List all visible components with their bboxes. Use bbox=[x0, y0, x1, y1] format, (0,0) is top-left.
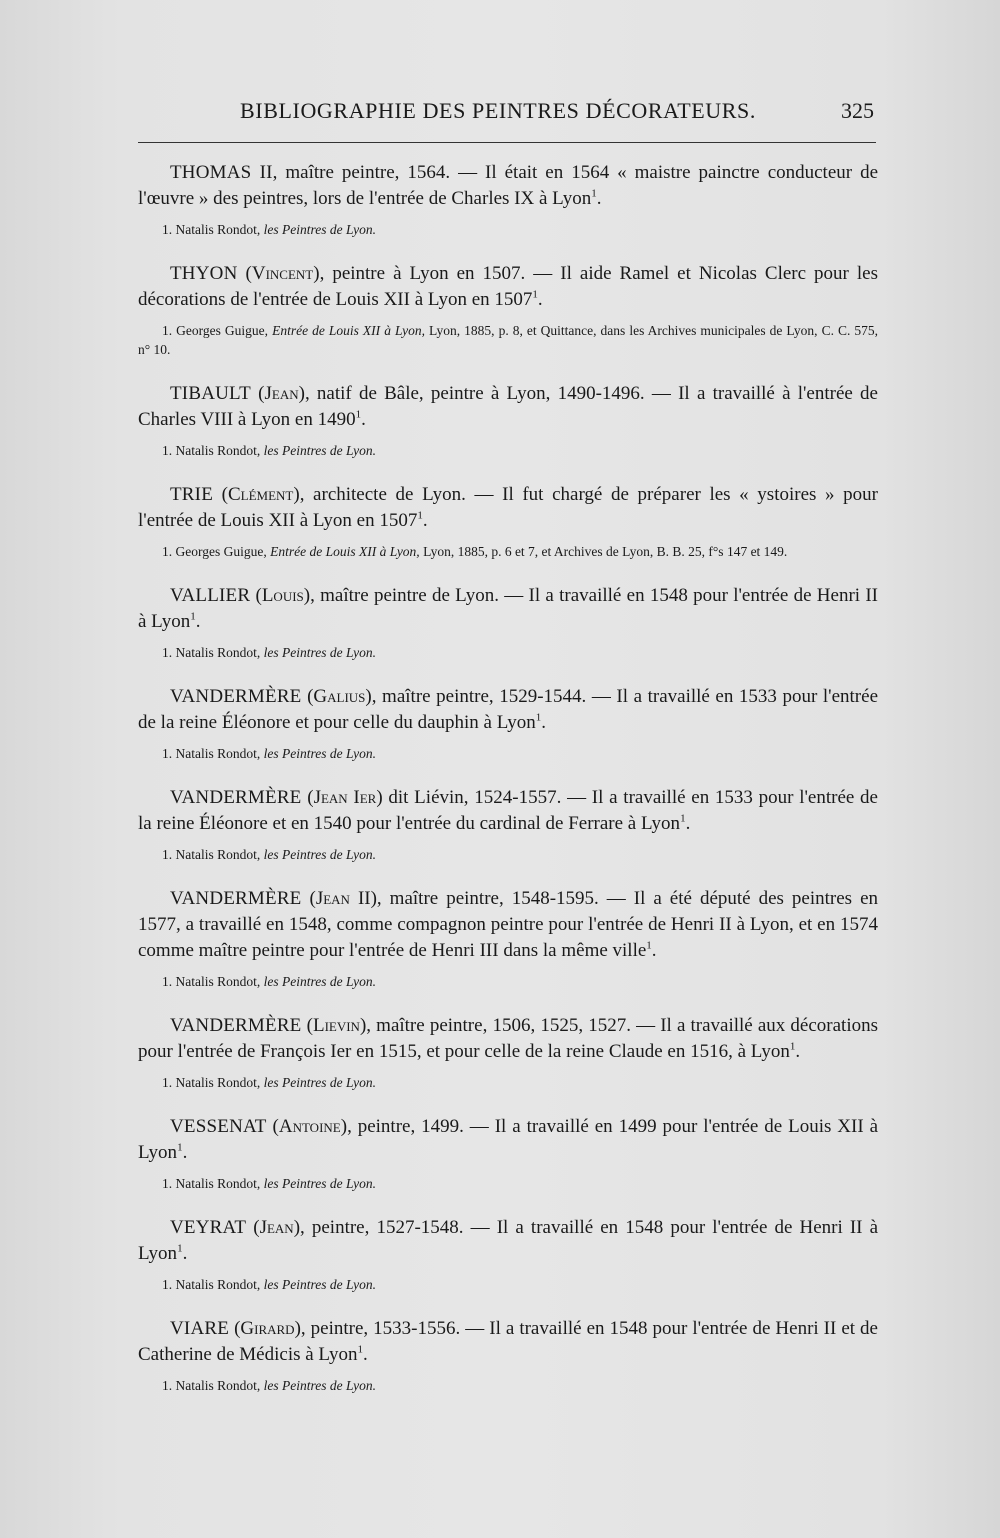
entry bbox=[138, 684, 878, 763]
entry-end: . bbox=[685, 813, 691, 834]
footnote-number: 1. bbox=[162, 443, 173, 458]
entry-text: VANDERMÈRE (Jean II), maître peintre, 1548-1595. — Il a été député des peintres en 1577, a travaillé en 1548, comme compagnon peintre pour l'entrée de Henri II à Lyon, et en 1574 comme maître peintre pour l'entrée de Henri III dans la même ville$^1$. bbox=[138, 888, 879, 961]
entry bbox=[138, 1316, 878, 1395]
entry-body: , maître peintre, 1529-1544. — Il a travaillé en 1533 pour l'entrée de la reine Éléonore et pour celle du dauphin à Lyon bbox=[138, 686, 878, 733]
footnote bbox=[138, 441, 878, 460]
entry bbox=[138, 160, 878, 239]
footnote bbox=[138, 542, 878, 561]
footnote-mark: 1 bbox=[190, 610, 196, 623]
entry-body: , peintre, 1527-1548. — Il a travaillé en 1548 pour l'entrée de Henri II à Lyon bbox=[138, 1217, 878, 1264]
entry-end: . bbox=[541, 712, 547, 733]
footnote-author: Natalis Rondot, bbox=[172, 1277, 264, 1292]
entry-text bbox=[138, 160, 878, 212]
footnote-title: les Peintres de Lyon. bbox=[263, 645, 376, 660]
footnote-number: 1. bbox=[162, 746, 173, 761]
entry bbox=[138, 1013, 878, 1092]
footnote bbox=[138, 1073, 878, 1092]
entry-text: VANDERMÈRE (Jean Ier) dit Liévin, 1524-1557. — Il a travaillé en 1533 pour l'entrée de la reine Éléonore et en 1540 pour l'entrée du cardinal de Ferrare à Lyon$^1$. bbox=[138, 787, 878, 834]
entry-name: VANDERMÈRE bbox=[170, 1015, 302, 1036]
footnote-number: 1. bbox=[162, 323, 173, 338]
entry-body: , peintre, 1533-1556. — Il a travaillé en 1548 pour l'entrée de Henri II et de Catherine de Médicis à Lyon bbox=[138, 1318, 878, 1365]
footnote-author: Natalis Rondot, bbox=[172, 443, 264, 458]
entry-body: dit Liévin, 1524-1557. — Il a travaillé en 1533 pour l'entrée de la reine Éléonore et en 1540 pour l'entrée du cardinal de Ferrare à Lyon bbox=[138, 787, 878, 834]
footnote bbox=[138, 643, 878, 662]
entry-firstname: Lievin bbox=[312, 1015, 360, 1036]
entry-end: . bbox=[195, 611, 201, 632]
footnote-title: les Peintres de Lyon. bbox=[263, 1075, 376, 1090]
footnote-mark: 1 bbox=[355, 408, 362, 421]
entry-end: . bbox=[361, 409, 366, 430]
entry-name: VANDERMÈRE bbox=[170, 686, 302, 707]
footnote-title: les Peintres de Lyon. bbox=[263, 974, 376, 989]
footnote-number: 1. bbox=[162, 222, 173, 237]
header-rule bbox=[138, 142, 876, 143]
entry-firstname: Galius bbox=[313, 686, 366, 707]
footnote-mark: 1 bbox=[680, 812, 686, 825]
footnote-number: 1. bbox=[162, 544, 173, 559]
entry-name: VANDERMÈRE bbox=[170, 787, 302, 808]
entry-firstname: Jean II bbox=[315, 888, 371, 909]
footnote bbox=[138, 972, 878, 991]
footnote-title: les Peintres de Lyon. bbox=[263, 1176, 376, 1191]
entry-end: . bbox=[537, 289, 543, 310]
footnote-author: Natalis Rondot, bbox=[172, 1075, 264, 1090]
footnote bbox=[138, 1174, 878, 1193]
footnote-author: Natalis Rondot, bbox=[172, 974, 264, 989]
footnote-number: 1. bbox=[162, 1378, 173, 1393]
entry-firstname: Louis bbox=[261, 585, 304, 606]
footnote-mark: 1 bbox=[417, 509, 423, 522]
entry-firstname: Vincent bbox=[251, 263, 314, 284]
entry bbox=[138, 261, 878, 359]
footnote-mark: 1 bbox=[535, 711, 542, 724]
entry-body: , maître peintre, 1506, 1525, 1527. — Il a travaillé aux décorations pour l'entrée de François Ier en 1515, et pour celle de la reine Claude en 1516, à Lyon bbox=[138, 1015, 879, 1062]
footnote-author: Georges Guigue, bbox=[172, 544, 271, 559]
entry-text: VESSENAT (Antoine), peintre, 1499. — Il a travaillé en 1499 pour l'entrée de Louis XII à Lyon$^1$. bbox=[138, 1116, 879, 1163]
footnote bbox=[138, 321, 878, 359]
entry-firstname: Jean bbox=[259, 1217, 294, 1238]
footnote bbox=[138, 845, 878, 864]
entry-end: . bbox=[182, 1243, 188, 1264]
entry-name: VEYRAT bbox=[170, 1217, 247, 1238]
entry-body: , natif de Bâle, peintre à Lyon, 1490-1496. — Il a travaillé à l'entrée de Charles VIII à Lyon en 1490 bbox=[138, 383, 878, 430]
footnote bbox=[138, 220, 878, 239]
entry-name: VESSENAT bbox=[170, 1116, 267, 1137]
footnote-author: Natalis Rondot, bbox=[172, 1378, 264, 1393]
entry bbox=[138, 381, 878, 460]
footnote-number: 1. bbox=[162, 1176, 173, 1191]
footnote-title: les Peintres de Lyon. bbox=[263, 746, 376, 761]
page-number: 325 bbox=[841, 98, 874, 123]
footnote-mark: 1 bbox=[591, 187, 597, 200]
entry-name: VIARE bbox=[170, 1318, 230, 1339]
entry-firstname: Girard bbox=[240, 1318, 295, 1339]
footnote-details: Lyon, 1885, p. 8, et Quittance, dans les Archives municipales de Lyon, C. C. 575, n° 10. bbox=[138, 323, 879, 357]
entry-end: . bbox=[182, 1142, 188, 1163]
footnote-mark: 1 bbox=[532, 288, 538, 301]
entry-name: THYON bbox=[170, 263, 238, 284]
footnote-number: 1. bbox=[162, 847, 173, 862]
footnote bbox=[138, 1275, 878, 1294]
entry-text: VANDERMÈRE (Galius), maître peintre, 1529-1544. — Il a travaillé en 1533 pour l'entrée de la reine Éléonore et pour celle du dauphin à Lyon$^1$. bbox=[138, 686, 878, 733]
footnote-title: les Peintres de Lyon. bbox=[263, 1378, 376, 1393]
entry-end: . bbox=[422, 510, 428, 531]
entry-body: , maître peintre, 1564. — Il était en 1564 « maistre painctre conducteur de l'œuvre » des peintres, lors de l'entrée de Charles IX à Lyon bbox=[138, 162, 878, 209]
footnote-title: les Peintres de Lyon. bbox=[263, 222, 376, 237]
entry-body: , peintre à Lyon en 1507. — Il aide Ramel et Nicolas Clerc pour les décorations de l'entrée de Louis XII à Lyon en 1507 bbox=[138, 263, 879, 310]
entry-body: , peintre, 1499. — Il a travaillé en 1499 pour l'entrée de Louis XII à Lyon bbox=[138, 1116, 879, 1163]
entry-body: , maître peintre, 1548-1595. — Il a été député des peintres en 1577, a travaillé en 1548, comme compagnon peintre pour l'entrée de Henri II à Lyon, et en 1574 comme maître peintre pour l'entrée de Henri III dans la même ville bbox=[138, 888, 879, 961]
entry-name: TIBAULT bbox=[170, 383, 251, 404]
entry-text: VANDERMÈRE (Lievin), maître peintre, 1506, 1525, 1527. — Il a travaillé aux décorations pour l'entrée de François Ier en 1515, et pour celle de la reine Claude en 1516, à Lyon$^1$. bbox=[138, 1015, 879, 1062]
footnote-title: les Peintres de Lyon. bbox=[263, 847, 376, 862]
footnote-author: Natalis Rondot, bbox=[172, 847, 264, 862]
entry-text: THYON (Vincent), peintre à Lyon en 1507. — Il aide Ramel et Nicolas Clerc pour les décorations de l'entrée de Louis XII à Lyon en 1507$^1$. bbox=[138, 263, 879, 310]
footnote-author: Natalis Rondot, bbox=[172, 746, 264, 761]
footnote-mark: 1 bbox=[177, 1141, 183, 1154]
entry bbox=[138, 482, 878, 561]
footnote bbox=[138, 744, 878, 763]
footnote-number: 1. bbox=[162, 645, 173, 660]
entry bbox=[138, 1114, 878, 1193]
entries-list bbox=[138, 160, 878, 1395]
entry-body: , maître peintre de Lyon. — Il a travaillé en 1548 pour l'entrée de Henri II à Lyon bbox=[138, 585, 878, 632]
entry-end: . bbox=[596, 188, 602, 209]
footnote-title: les Peintres de Lyon. bbox=[263, 443, 376, 458]
entry-firstname: Clément bbox=[227, 484, 294, 505]
entry-end: . bbox=[795, 1041, 801, 1062]
entry-name: TRIE bbox=[170, 484, 214, 505]
entry-firstname: Jean Ier bbox=[313, 787, 377, 808]
footnote-title: Entrée de Louis XII à Lyon, bbox=[272, 323, 425, 338]
entry-end: . bbox=[363, 1344, 368, 1365]
footnote-title: Entrée de Louis XII à Lyon, bbox=[270, 544, 420, 559]
footnote-number: 1. bbox=[162, 1075, 173, 1090]
entry-text: VALLIER (Louis), maître peintre de Lyon. — Il a travaillé en 1548 pour l'entrée de Henri II à Lyon$^1$. bbox=[138, 585, 878, 632]
entry-text: VEYRAT (Jean), peintre, 1527-1548. — Il a travaillé en 1548 pour l'entrée de Henri II à Lyon$^1$. bbox=[138, 1217, 878, 1264]
footnote-number: 1. bbox=[162, 1277, 173, 1292]
entry-name: THOMAS II bbox=[170, 162, 273, 183]
entry-text: TIBAULT (Jean), natif de Bâle, peintre à Lyon, 1490-1496. — Il a travaillé à l'entrée de Charles VIII à Lyon en 1490$^1$. bbox=[138, 383, 878, 430]
entry-name: VANDERMÈRE bbox=[170, 888, 302, 909]
entry-body: , architecte de Lyon. — Il fut chargé de préparer les « ystoires » pour l'entrée de Louis XII à Lyon en 1507 bbox=[138, 484, 878, 531]
footnote-mark: 1 bbox=[177, 1242, 183, 1255]
footnote-title: les Peintres de Lyon. bbox=[263, 1277, 376, 1292]
footnote-author: Natalis Rondot, bbox=[172, 1176, 264, 1191]
entry-text: TRIE (Clément), architecte de Lyon. — Il fut chargé de préparer les « ystoires » pour l'entrée de Louis XII à Lyon en 1507$^1$. bbox=[138, 484, 878, 531]
page-header bbox=[138, 98, 874, 132]
entry bbox=[138, 785, 878, 864]
entry-name: VALLIER bbox=[170, 585, 251, 606]
footnote-details: Lyon, 1885, p. 6 et 7, et Archives de Lyon, B. B. 25, f°s 147 et 149. bbox=[419, 544, 788, 559]
footnote-number: 1. bbox=[162, 974, 173, 989]
footnote-author: Natalis Rondot, bbox=[172, 645, 264, 660]
entry-firstname: Antoine bbox=[278, 1116, 341, 1137]
entry-firstname: Jean bbox=[264, 383, 299, 404]
entry bbox=[138, 886, 878, 991]
footnote-author: Georges Guigue, bbox=[172, 323, 273, 338]
footnote-mark: 1 bbox=[789, 1040, 796, 1053]
footnote-mark: 1 bbox=[357, 1343, 363, 1356]
footnote bbox=[138, 1376, 878, 1395]
entry bbox=[138, 583, 878, 662]
entry-end: . bbox=[651, 940, 657, 961]
running-title: BIBLIOGRAPHIE DES PEINTRES DÉCORATEURS. bbox=[240, 98, 756, 123]
footnote-mark: 1 bbox=[646, 939, 652, 952]
entry-text: VIARE (Girard), peintre, 1533-1556. — Il a travaillé en 1548 pour l'entrée de Henri II et de Catherine de Médicis à Lyon$^1$. bbox=[138, 1318, 878, 1365]
entry bbox=[138, 1215, 878, 1294]
footnote-author: Natalis Rondot, bbox=[172, 222, 264, 237]
